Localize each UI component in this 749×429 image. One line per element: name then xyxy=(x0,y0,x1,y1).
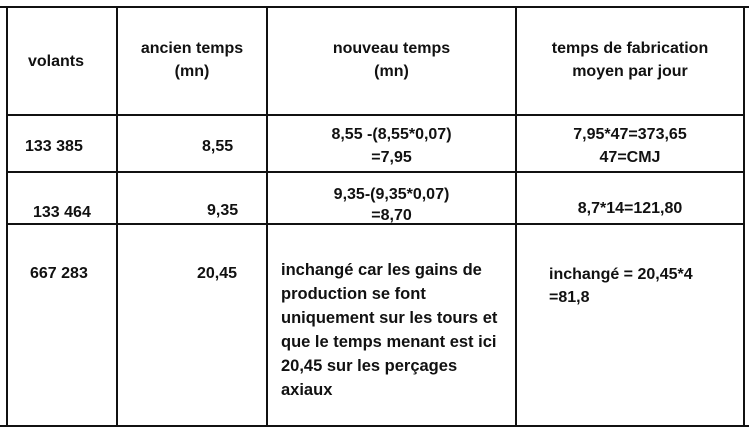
header-nouveau-temps-line1: nouveau temps xyxy=(332,40,451,57)
row-1-nouveau xyxy=(268,123,515,169)
row-2-volant: 133 464 xyxy=(33,204,91,221)
header-temps-fabrication-line2: moyen par jour xyxy=(572,63,688,80)
header-nouveau-temps-line2: (mn) xyxy=(374,63,409,80)
row-2-ancien: 9,35 xyxy=(207,202,239,219)
row-1-fabrication-line2: 47=CMJ xyxy=(599,149,661,166)
row-3-ancien: 20,45 xyxy=(197,265,238,282)
row-1-nouveau-line1: 8,55 -(8,55*0,07) xyxy=(331,126,452,143)
header-volants: volants xyxy=(28,53,85,70)
row-3-fabrication-line2: =81,8 xyxy=(549,289,590,306)
header-ancien-temps xyxy=(118,37,266,83)
row-1-volant: 133 385 xyxy=(25,138,83,155)
row-3-volant: 667 283 xyxy=(30,265,88,282)
row-2-fabrication: 8,7*14=121,80 xyxy=(577,200,683,217)
header-nouveau-temps xyxy=(268,37,515,83)
row-1-fabrication-line1: 7,95*47=373,65 xyxy=(573,126,687,143)
header-ancien-temps-line2: (mn) xyxy=(174,63,210,80)
row-3-nouveau: inchangé car les gains de production se font uniquement sur les tours et que le temps menant est ici 20,45 sur les perçages axiaux xyxy=(281,261,498,399)
row-3-fabrication-line1: inchangé = 20,45*4 xyxy=(549,266,693,283)
row-1-ancien: 8,55 xyxy=(202,138,234,155)
row-2-nouveau-line2: =8,70 xyxy=(371,207,412,223)
header-temps-fabrication-line1: temps de fabrication xyxy=(551,40,709,57)
left-border xyxy=(6,6,8,427)
row-1-nouveau-line2: =7,95 xyxy=(371,149,412,166)
header-ancien-temps-line1: ancien temps xyxy=(140,40,244,57)
row-2-nouveau-line1: 9,35-(9,35*0,07) xyxy=(333,186,450,203)
table-top-border xyxy=(0,6,749,8)
right-border xyxy=(743,6,745,427)
row-3-fabrication xyxy=(549,263,739,309)
table-bottom-border xyxy=(0,425,749,427)
row-2-nouveau xyxy=(268,183,515,223)
header-temps-fabrication xyxy=(517,37,743,83)
row-1-fabrication xyxy=(517,123,743,169)
